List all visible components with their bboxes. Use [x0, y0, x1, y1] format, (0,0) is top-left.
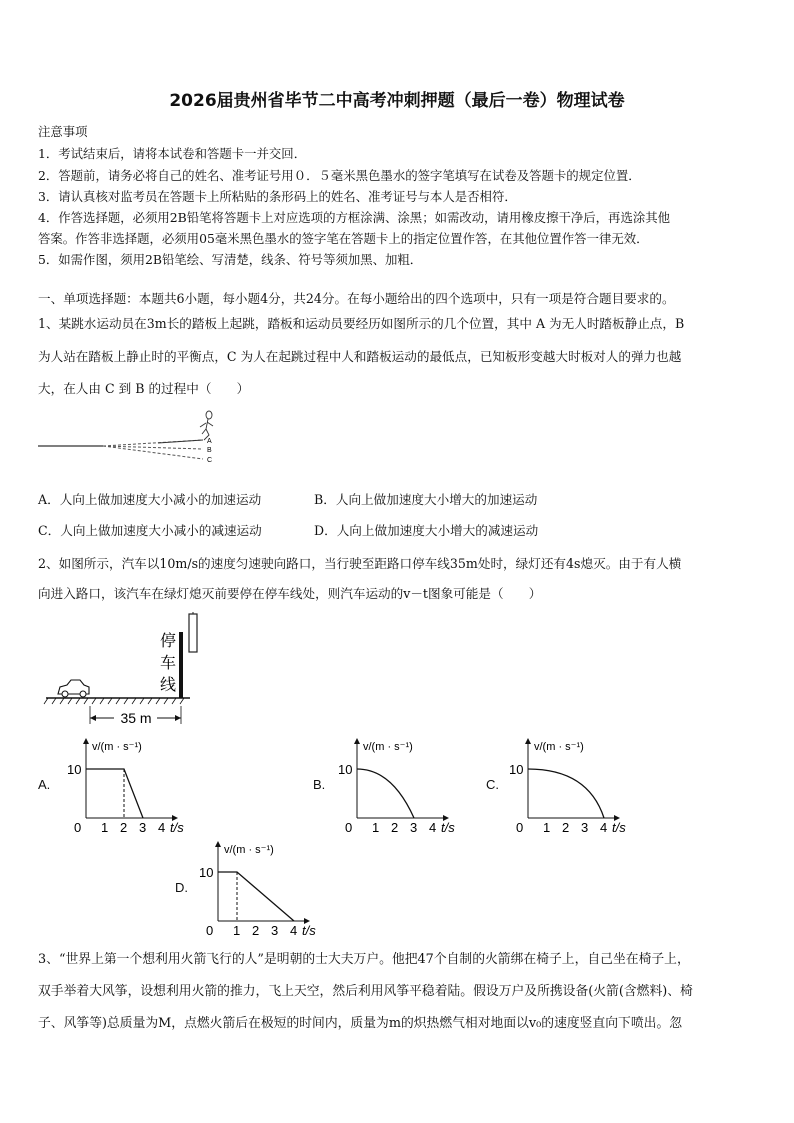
vt-graph-d[interactable]: [198, 839, 332, 937]
vt-graph-b[interactable]: [337, 736, 471, 834]
notice-item: 答案。作答非选择题，必须用05毫米黑色墨水的签字笔在答题卡上的指定位置作答，在其他位置作答一律无效．: [38, 231, 649, 246]
stop-line-char: 停: [159, 633, 177, 650]
label-C: C: [207, 457, 213, 464]
graph-d-ylabel: v/(m · s⁻¹): [224, 844, 274, 856]
q2-text: 向进入路口，该汽车在绿灯熄灭前要停在停车线处，则汽车运动的v－t图象可能是（ ）: [38, 586, 542, 601]
graph-d-tick-3: 3: [271, 923, 279, 937]
graph-d-xlabel: t/s: [302, 923, 316, 937]
graph-a-curve: [86, 769, 143, 818]
graph-a-ylabel: v/(m · s⁻¹): [92, 741, 142, 753]
graph-a-tick-4: 4: [158, 820, 166, 834]
q2-text: 2、如图所示，汽车以10m/s的速度匀速驶向路口，当行驶至距路口停车线35m处时，绿灯还有4s熄灭。由于有人横: [38, 556, 682, 571]
graph-b-tick-4: 4: [429, 820, 437, 834]
notice-item: 4．作答选择题，必须用2B铅笔将答题卡上对应选项的方框涂满、涂黑；如需改动，请用橡皮擦干净后，再选涂其他: [38, 210, 671, 225]
graph-d-ymax: 10: [199, 865, 214, 880]
label-B: B: [207, 447, 212, 454]
label-A: A: [207, 438, 212, 445]
q1-option-d[interactable]: D．人向上做加速度大小增大的减速运动: [314, 523, 539, 538]
notice-item: 3．请认真核对监考员在答题卡上所粘贴的条形码上的姓名、准考证号与本人是否相符．: [38, 189, 517, 204]
stop-line-char: 线: [159, 677, 177, 694]
graph-d-label: D.: [175, 880, 188, 895]
graph-d-tick-2: 2: [252, 923, 260, 937]
graph-b-tick-2: 2: [391, 820, 399, 834]
graph-c-label: C.: [486, 777, 499, 792]
graph-c-xlabel: t/s: [612, 820, 626, 834]
page-title: 2026届贵州省毕节二中高考冲刺押题（最后一卷）物理试卷: [169, 91, 625, 111]
q1-option-a[interactable]: A．人向上做加速度大小减小的加速运动: [38, 492, 262, 507]
graph-b-tick-1: 1: [372, 820, 380, 834]
graph-d-curve: [218, 872, 294, 921]
notice-item: 5．如需作图，须用2B铅笔绘、写清楚，线条、符号等须加黑、加粗．: [38, 252, 423, 267]
vt-graph-a[interactable]: [66, 736, 200, 834]
graph-d-tick-0: 0: [206, 923, 214, 937]
graph-c-curve: [528, 769, 604, 818]
graph-c-ylabel: v/(m · s⁻¹): [534, 741, 584, 753]
graph-a-tick-1: 1: [101, 820, 109, 834]
graph-b-tick-0: 0: [345, 820, 353, 834]
graph-c-ymax: 10: [509, 762, 524, 777]
q1-text: 大，在人由 C 到 B 的过程中（ ）: [38, 381, 250, 396]
graph-c-tick-2: 2: [562, 820, 570, 834]
graph-a-tick-0: 0: [74, 820, 82, 834]
stop-line-figure: [40, 612, 210, 730]
q1-text: 为人站在踏板上静止时的平衡点，C 为人在起跳过程中人和踏板运动的最低点，已知板形变越大时板对人的弹力也越: [38, 349, 682, 364]
q3-text: 3、“世界上第一个想利用火箭飞行的人”是明朝的士大夫万户。他把47个自制的火箭绑在椅子上，自己坐在椅子上，: [38, 952, 690, 967]
q1-option-b[interactable]: B．人向上做加速度大小增大的加速运动: [314, 492, 538, 507]
springboard-figure: [38, 405, 223, 473]
graph-d-tick-4: 4: [290, 923, 298, 937]
graph-a-label: A.: [38, 777, 51, 792]
graph-b-tick-3: 3: [410, 820, 418, 834]
graph-b-ylabel: v/(m · s⁻¹): [363, 741, 413, 753]
stop-line-char: 车: [159, 655, 177, 672]
graph-c-tick-4: 4: [600, 820, 608, 834]
q1-text: 1、某跳水运动员在3m长的踏板上起跳，踏板和运动员要经历如图所示的几个位置，其中 A 为无人时踏板静止点，B: [38, 316, 685, 331]
graph-c-tick-3: 3: [581, 820, 589, 834]
graph-a-tick-2: 2: [120, 820, 128, 834]
graph-a-ymax: 10: [67, 762, 82, 777]
graph-a-tick-3: 3: [139, 820, 147, 834]
graph-a-xlabel: t/s: [170, 820, 184, 834]
graph-c-tick-1: 1: [543, 820, 551, 834]
graph-b-ymax: 10: [338, 762, 353, 777]
q3-text: 双手举着大风筝，设想利用火箭的推力，飞上天空，然后利用风筝平稳着陆。假设万户及所携设备(火箭(含燃料)、椅: [38, 984, 693, 999]
graph-b-xlabel: t/s: [441, 820, 455, 834]
q3-text: 子、风筝等)总质量为M，点燃火箭后在极短的时间内，质量为m的炽热燃气相对地面以v₀的速度竖直向下喷出。忽: [38, 1016, 683, 1031]
graph-b-label: B.: [313, 777, 326, 792]
vt-graph-c[interactable]: [508, 736, 642, 834]
graph-c-tick-0: 0: [516, 820, 524, 834]
q1-option-c[interactable]: C．人向上做加速度大小减小的减速运动: [38, 523, 262, 538]
notice-heading: 注意事项: [38, 124, 88, 139]
graph-b-curve: [357, 769, 414, 818]
distance-label: 35 m: [120, 710, 152, 726]
notice-item: 2．答题前，请务必将自己的姓名、准考证号用０．５毫米黑色墨水的签字笔填写在试卷及答题卡的规定位置．: [38, 168, 641, 183]
section-heading: 一、单项选择题：本题共6小题，每小题4分，共24分。在每小题给出的四个选项中，只有一项是符合题目要求的。: [38, 291, 675, 306]
notice-item: 1．考试结束后，请将本试卷和答题卡一并交回．: [38, 146, 307, 161]
graph-d-tick-1: 1: [233, 923, 241, 937]
